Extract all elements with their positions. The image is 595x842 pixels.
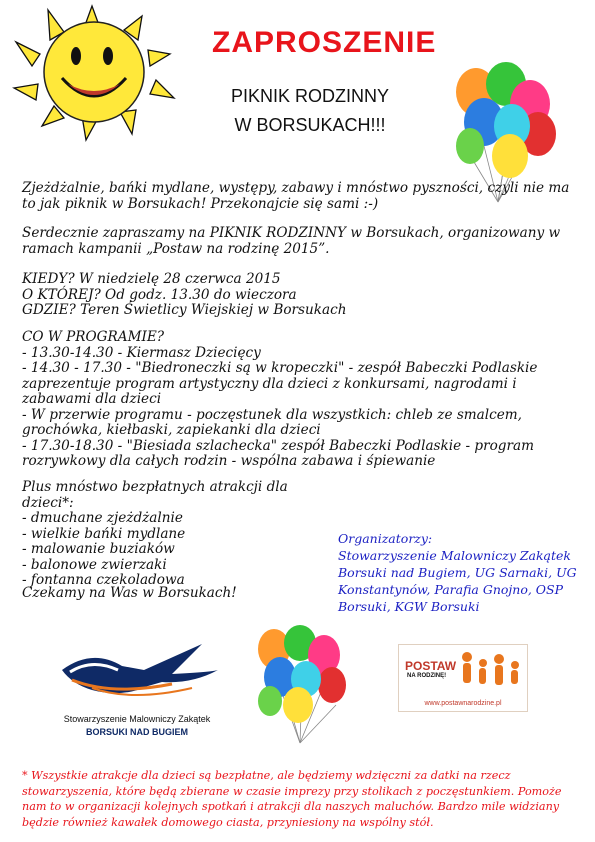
invite-paragraph: Serdecznie zapraszamy na PIKNIK RODZINNY w Borsukach, organizowany w ramach kampanii „Postaw na rodzinę 2015”. xyxy=(22,225,561,257)
attraction-item: - fontanna czekoladowa xyxy=(22,572,185,588)
program-item: - 17.30-18.30 - "Biesiada szlachecka" zespół Babeczki Podlaskie - program rozrywkowy dla całych rodzin - wspólna zabawa i śpiewanie xyxy=(22,437,534,469)
campaign-word-1: POSTAW xyxy=(405,659,457,673)
program-block xyxy=(22,330,582,470)
time-line: O KTÓREJ? Od godz. 13.30 do wieczora xyxy=(22,286,297,303)
attractions-heading: Plus mnóstwo bezpłatnych atrakcji dla dzieci*: xyxy=(22,479,288,511)
footnote: * Wszystkie atrakcje dla dzieci są bezpłatne, ale będziemy wdzięczni za datki na rzecz stowarzyszenia, które będą zbierane w czasie imprezy przy stolikach z poczęstunkiem. Pomoże nam to w organizacji kolejnych spotkań i atrakcji dla naszych maluchów. Bardzo mile widziany będzie również kawałek domowego ciasta, przyniesiony na wspólny stół. xyxy=(22,769,562,829)
association-logo xyxy=(52,640,222,740)
organizers-heading: Organizatorzy: xyxy=(338,531,433,546)
program-heading: CO W PROGRAMIE? xyxy=(22,329,165,345)
attraction-item: - dmuchane zjeżdżalnie xyxy=(22,510,183,526)
program-item: - W przerwie programu - poczęstunek dla wszystkich: chleb ze smalcem, grochówka, kiełbaski, zapiekanki dla dzieci xyxy=(22,406,523,438)
balloons-icon xyxy=(252,625,352,745)
when-where-block xyxy=(22,272,582,319)
attractions-block xyxy=(22,480,342,589)
event-subtitle xyxy=(205,82,415,140)
campaign-word-2: NA RODZINĘ! xyxy=(407,673,447,679)
attraction-item: - wielkie bańki mydlane xyxy=(22,525,186,542)
closing-line: Czekamy na Was w Borsukach! xyxy=(22,585,237,601)
association-location: BORSUKI NAD BUGIEM xyxy=(85,727,188,737)
when-line: KIEDY? W niedzielę 28 czerwca 2015 xyxy=(22,271,281,287)
association-name: Stowarzyszenie Malowniczy Zakątek xyxy=(63,714,211,724)
program-item: - 14.30 - 17.30 - "Biedroneczki są w kropeczki" - zespół Babeczki Podlaskie zaprezentuje program artystyczny dla dzieci z konkursami, nagrodami i zabawami dla dzieci xyxy=(22,360,538,407)
campaign-logo xyxy=(398,644,528,712)
attraction-item: - malowanie buziaków xyxy=(22,541,175,557)
where-line: GDZIE? Teren Świetlicy Wiejskiej w Borsukach xyxy=(22,302,347,318)
campaign-url: www.postawnarodzine.pl xyxy=(424,700,502,707)
program-item: - 13.30-14.30 - Kiermasz Dziecięcy xyxy=(22,344,261,361)
sun-icon xyxy=(2,2,192,142)
organizers-block xyxy=(338,530,588,615)
family-icon xyxy=(459,649,523,691)
attraction-item: - balonowe zwierzaki xyxy=(22,556,167,573)
organizers-list: Stowarzyszenie Malowniczy Zakątek Borsuki nad Bugiem, UG Sarnaki, UG Konstantynów, Parafia Gnojno, OSP Borsuki, KGW Borsuki xyxy=(338,548,577,614)
stork-icon xyxy=(52,640,222,704)
subtitle-line-1: PIKNIK RODZINNY xyxy=(230,86,390,106)
subtitle-line-2: W BORSUKACH!!! xyxy=(234,115,386,135)
page-title: ZAPROSZENIE xyxy=(212,26,437,59)
intro-paragraph: Zjeżdżalnie, bańki mydlane, występy, zabawy i mnóstwo pyszności, czyli nie ma to jak piknik w Borsukach! Przekonajcie się sami :-) xyxy=(22,180,570,212)
